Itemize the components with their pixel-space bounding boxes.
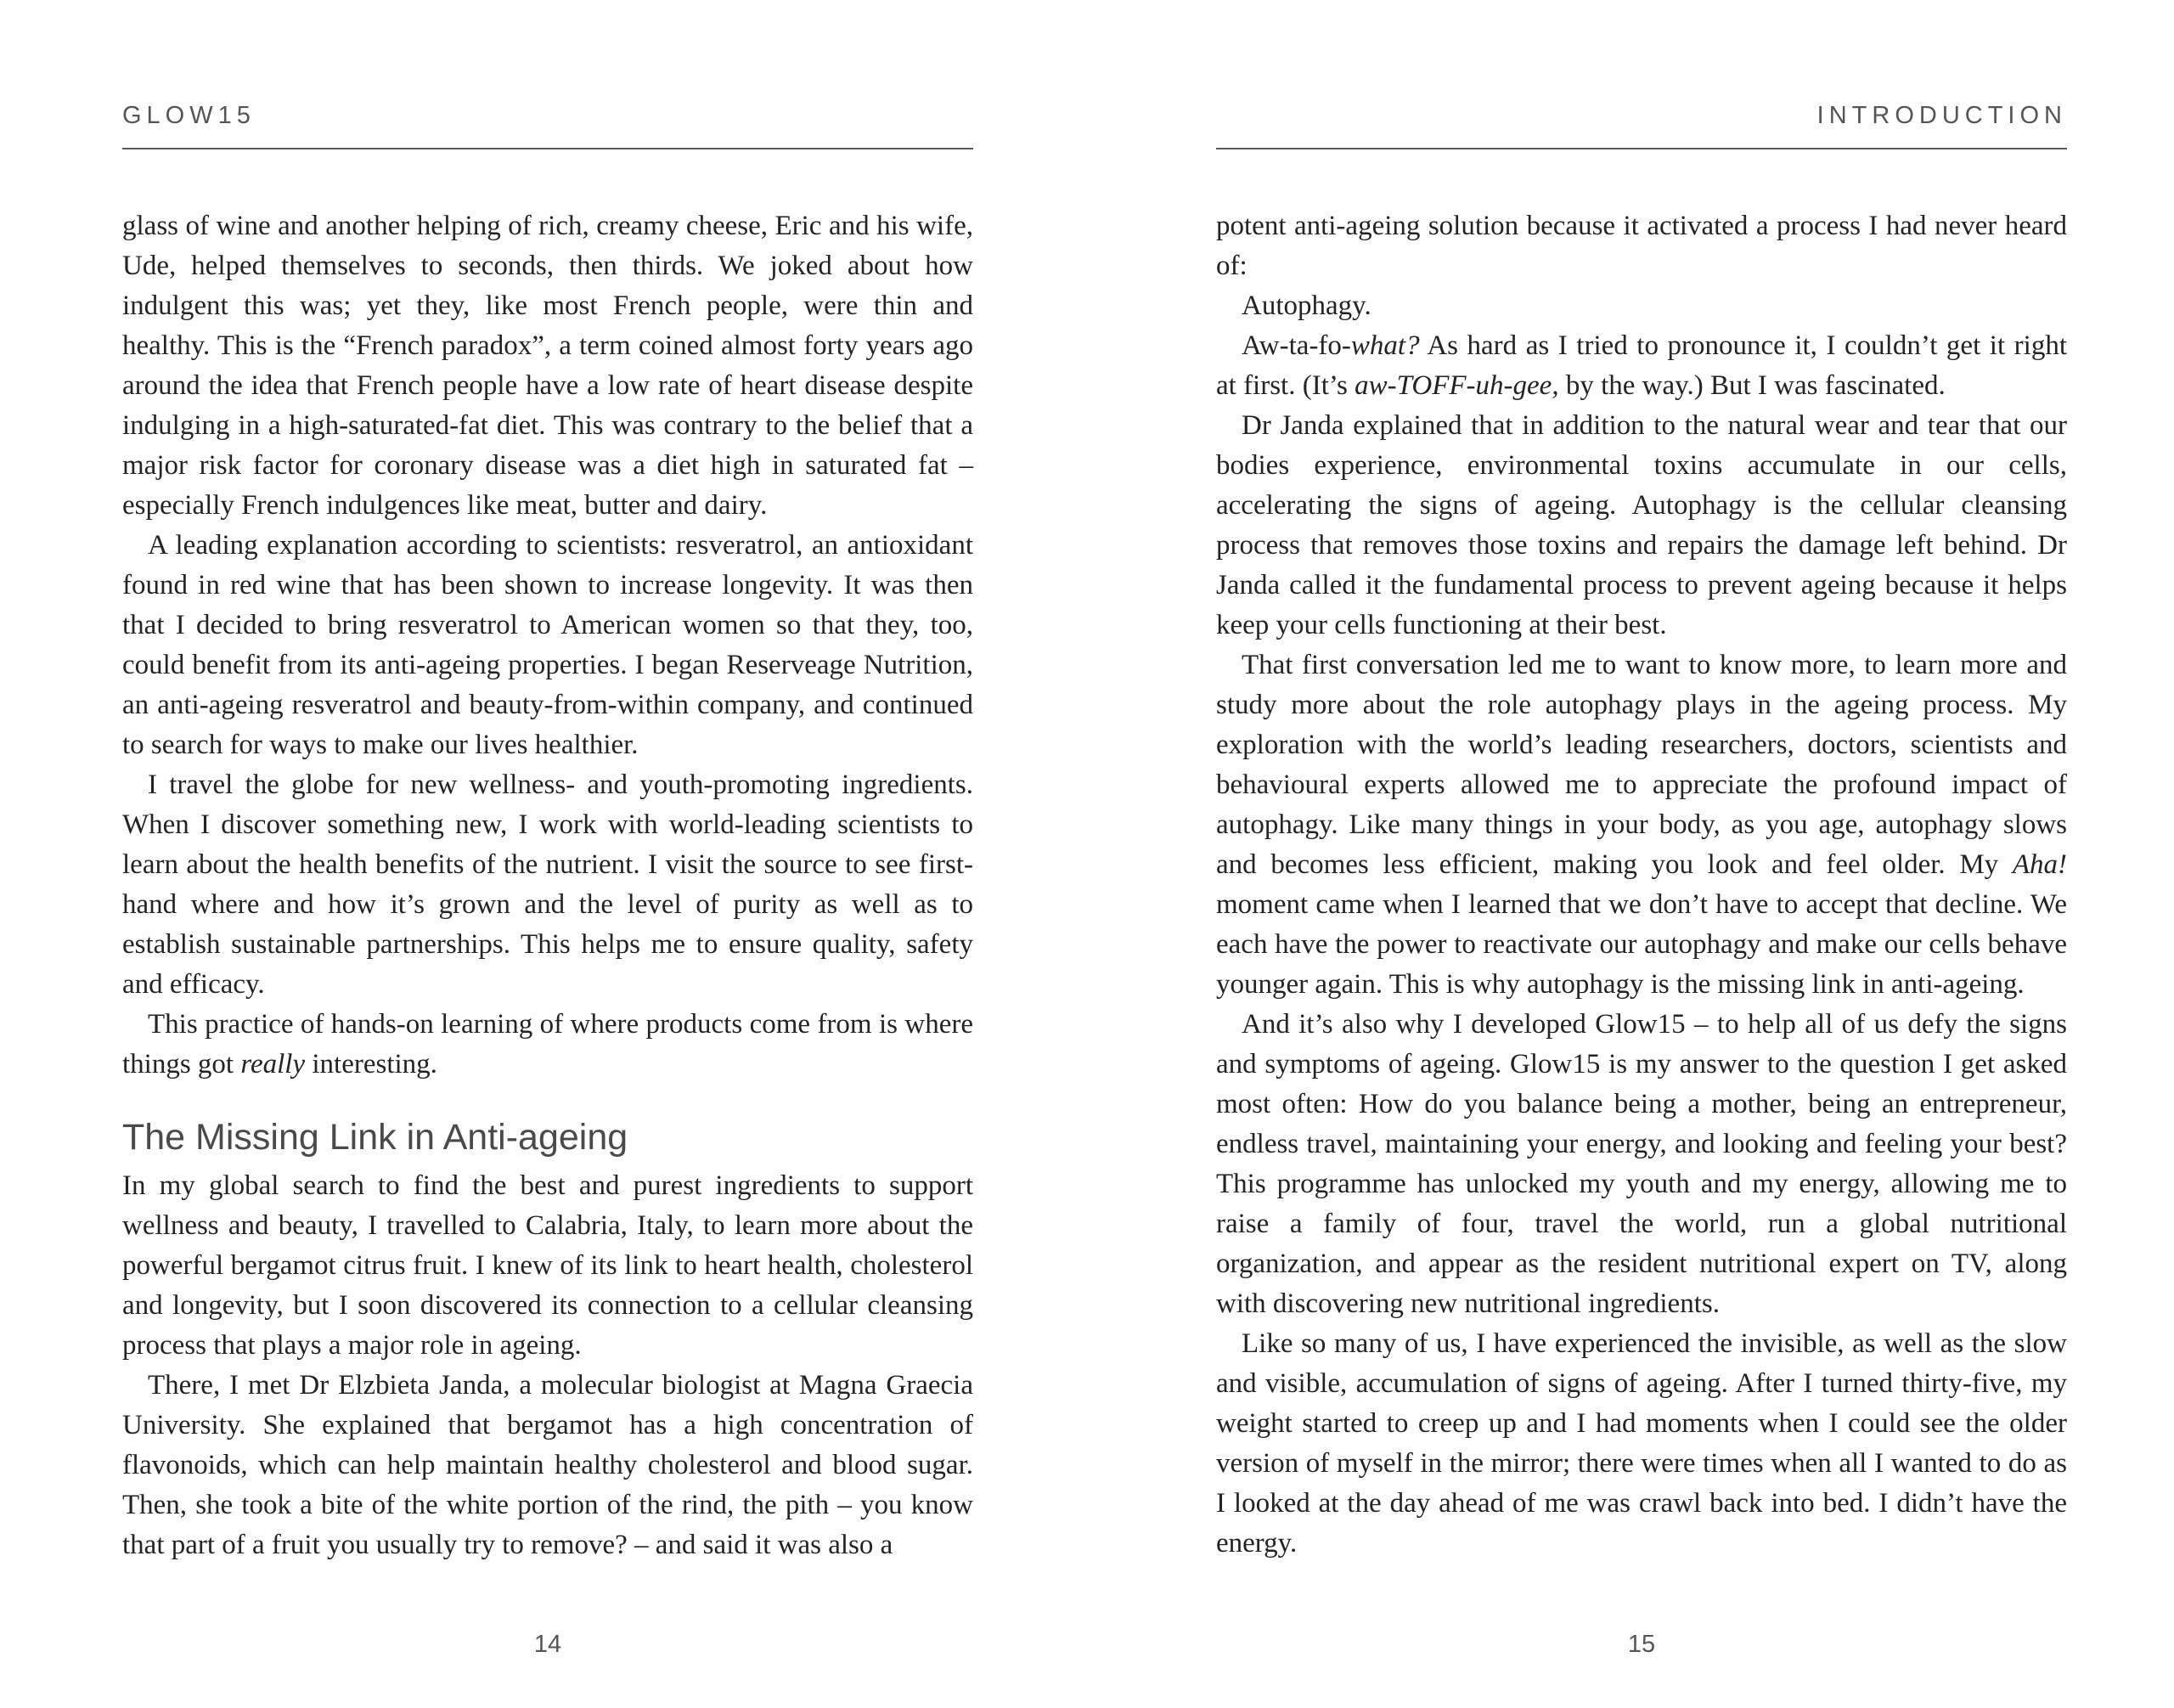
paragraph: There, I met Dr Elzbieta Janda, a molecular biologist at Magna Graecia University. She explained that bergamot has a high concentration of flavonoids, which can help maintain healthy cholesterol and blood sugar. Then, she took a bite of the white portion of the rind, the pith – you know that part of a fruit you usually try to remove? – and said it was also a [122, 1370, 973, 1560]
running-head-left: GLOW15 [122, 102, 256, 129]
text-run: moment came when I learned that we don’t have to accept that decline. We each have the power to reactivate our autophagy and make our cells behave younger again. This is why autophagy is the missing link in anti-ageing. [1216, 889, 2067, 1000]
paragraph [1216, 326, 2067, 406]
section-heading: The Missing Link in Anti-ageing [122, 1117, 628, 1158]
emphasis: really [240, 1049, 306, 1079]
paragraph: Like so many of us, I have experienced the invisible, as well as the slow and visible, accumulation of signs of ageing. After I turned thirty-five, my weight started to creep up and I had moments when I could see the older version of myself in the mirror; there were times when all I wanted to do as I looked at the day ahead of me was crawl back into bed. I didn’t have the energy. [1216, 1328, 2067, 1559]
emphasis: Aha! [2012, 849, 2067, 880]
text-run: This practice of hands-on learning of where products come from is where things got [122, 1009, 973, 1079]
left-page-body [122, 206, 973, 1565]
text-run: interesting. [305, 1049, 437, 1079]
right-page-body [1216, 206, 2067, 1564]
text-run: Aw-ta-fo- [1242, 330, 1351, 361]
paragraph: Autophagy. [1242, 290, 1371, 321]
page-number-right: 15 [1627, 1631, 1656, 1658]
text-run: by the way.) But I was fascinated. [1558, 370, 1946, 401]
header-rule-left [122, 148, 973, 149]
paragraph: I travel the globe for new wellness- and youth-promoting ingredients. When I discover something new, I work with world-leading scientists to learn about the health benefits of the nutrient. I visit the source to see first-hand where and how it’s grown and the level of purity as well as to establish sustainable partnerships. This helps me to ensure quality, safety and efficacy. [122, 769, 973, 1000]
paragraph: A leading explanation according to scientists: resveratrol, an antioxidant found in red wine that has been shown to increase longevity. It was then that I decided to bring resveratrol to American women so that they, too, could benefit from its anti-ageing properties. I began Reserveage Nutrition, an anti-ageing resveratrol and beauty-from-within company, and continued to search for ways to make our lives healthier. [122, 530, 973, 760]
paragraph [122, 1005, 973, 1085]
running-head-right: INTRODUCTION [1816, 102, 2067, 129]
paragraph: In my global search to find the best and purest ingredients to support wellness and beauty, I travelled to Calabria, Italy, to learn more about the powerful bergamot citrus fruit. I knew of its link to heart health, cholesterol and longevity, but I soon discovered its connection to a cellular cleansing process that plays a major role in ageing. [122, 1170, 973, 1361]
paragraph: And it’s also why I developed Glow15 – to help all of us defy the signs and symptoms of ageing. Glow15 is my answer to the question I get asked most often: How do you balance being a mother, being an entrepreneur, endless travel, maintaining your energy, and looking and feeling your best? This programme has unlocked my youth and my energy, allowing me to raise a family of four, travel the world, run a global nutritional organization, and appear as the resident nutritional expert on TV, along with discovering new nutritional ingredients. [1216, 1009, 2067, 1319]
paragraph: potent anti-ageing solution because it activated a process I had never heard of: [1216, 211, 2067, 281]
paragraph: glass of wine and another helping of rich, creamy cheese, Eric and his wife, Ude, helped themselves to seconds, then thirds. We joked about how indulgent this was; yet they, like most French people, were thin and healthy. This is the “French paradox”, a term coined almost forty years ago around the idea that French people have a low rate of heart disease despite indulging in a high-saturated-fat diet. This was contrary to the belief that a major risk factor for coronary disease was a diet high in saturated fat – especially French indulgences like meat, butter and dairy. [122, 211, 973, 521]
page-number-left: 14 [533, 1631, 562, 1658]
text-run: That first conversation led me to want to know more, to learn more and study more about the role autophagy plays in the ageing process. My exploration with the world’s leading researchers, doctors, scientists and behavioural experts allowed me to appreciate the profound impact of autophagy. Like many things in your body, as you age, autophagy slows and becomes less efficient, making you look and feel older. My [1216, 650, 2067, 880]
emphasis: aw-TOFF-uh-gee, [1355, 370, 1559, 401]
header-rule-right [1216, 148, 2067, 149]
text-run: As hard as I tried to pronounce it, I couldn’t get it right at first. (It’s [1216, 330, 2067, 401]
paragraph [1216, 645, 2067, 1005]
paragraph: Dr Janda explained that in addition to the natural wear and tear that our bodies experience, environmental toxins accumulate in our cells, accelerating the signs of ageing. Autophagy is the cellular cleansing process that removes those toxins and repairs the damage left behind. Dr Janda called it the fundamental process to prevent ageing because it helps keep your cells functioning at their best. [1216, 410, 2067, 640]
emphasis: what? [1350, 330, 1420, 361]
